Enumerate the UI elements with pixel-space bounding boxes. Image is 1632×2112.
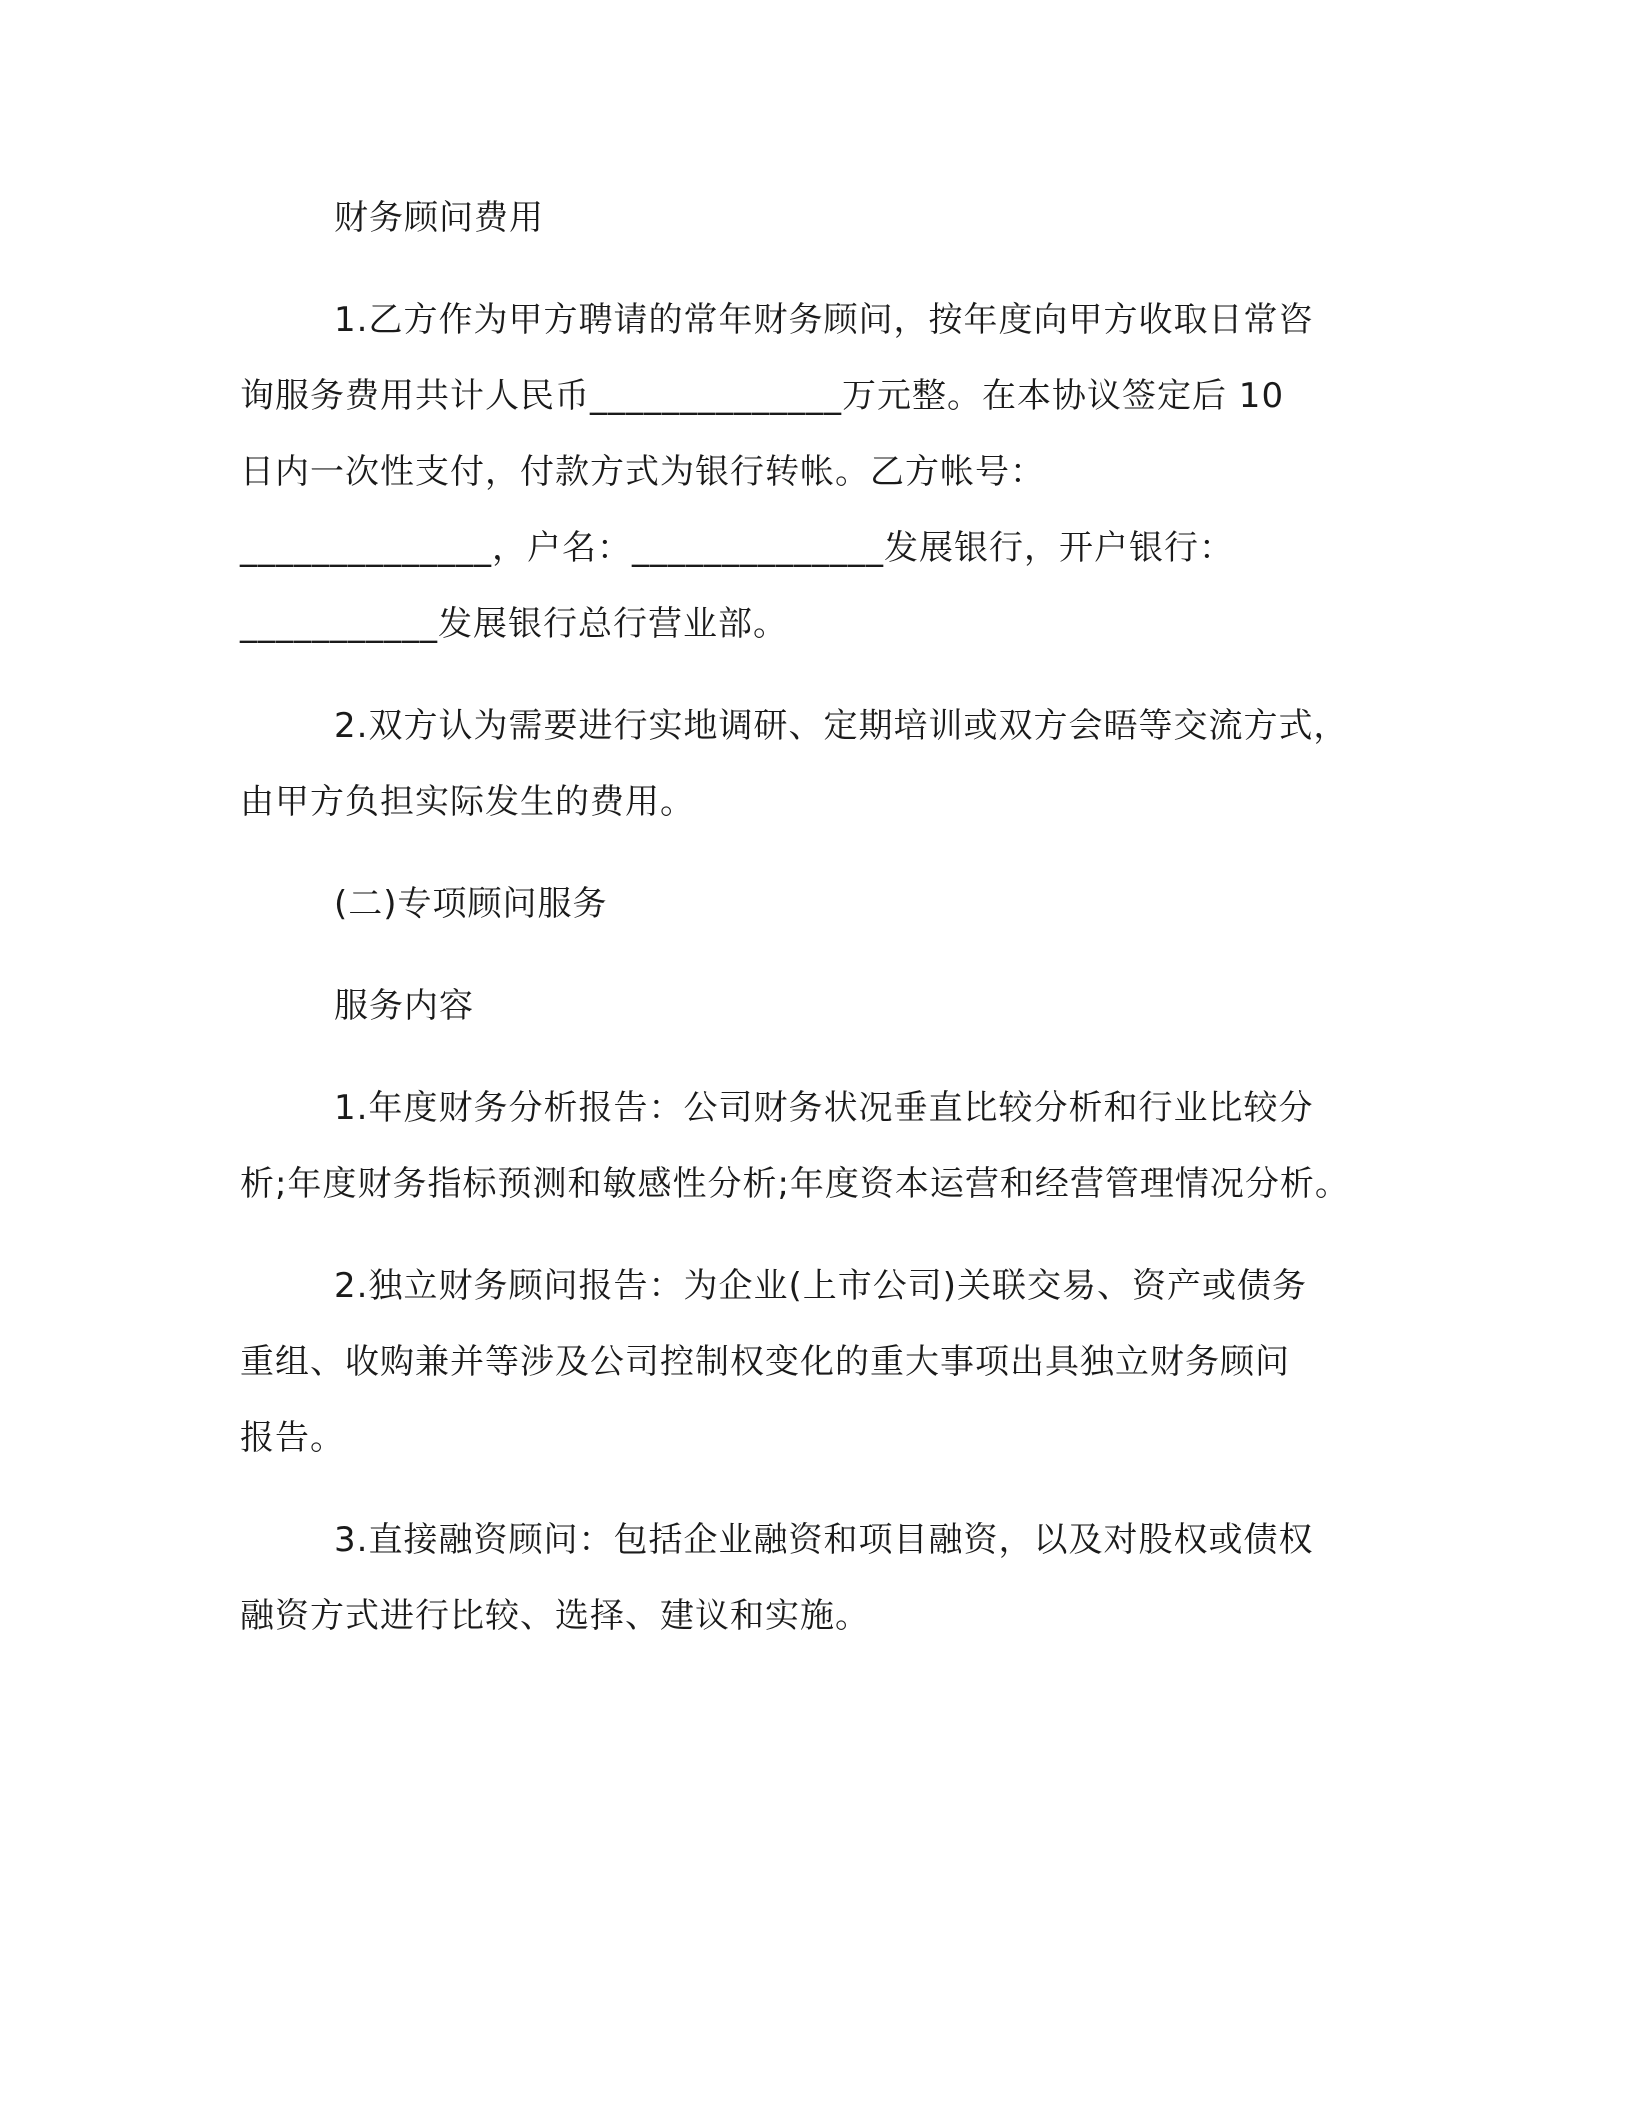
item-1-line-2: 析;年度财务指标预测和敏感性分析;年度资本运营和经营管理情况分析。 [240, 1164, 1350, 1204]
item-3-line-1: 3.直接融资顾问：包括企业融资和项目融资，以及对股权或债权 [334, 1520, 1314, 1560]
paragraph-1-line-2: 询服务费用共计人民币______________万元整。在本协议签定后 10 [240, 376, 1285, 416]
item-2-line-2: 重组、收购兼并等涉及公司控制权变化的重大事项出具独立财务顾问 [240, 1342, 1290, 1382]
section-heading-advisory-fees: 财务顾问费用 [334, 198, 544, 238]
item-1-line-1: 1.年度财务分析报告：公司财务状况垂直比较分析和行业比较分 [334, 1088, 1314, 1128]
item-3-line-2: 融资方式进行比较、选择、建议和实施。 [240, 1596, 870, 1636]
paragraph-1-line-4: ______________，户名：______________发展银行，开户银行： [240, 528, 1234, 568]
paragraph-1-line-3: 日内一次性支付，付款方式为银行转帐。乙方帐号： [240, 452, 1045, 492]
item-2-line-3: 报告。 [240, 1418, 345, 1458]
paragraph-2-line-2: 由甲方负担实际发生的费用。 [240, 782, 695, 822]
section-heading-special-advisory: (二)专项顾问服务 [334, 884, 608, 924]
paragraph-2-line-1: 2.双方认为需要进行实地调研、定期培训或双方会晤等交流方式， [334, 706, 1349, 746]
section-heading-service-content: 服务内容 [334, 986, 474, 1026]
paragraph-1-line-5: ___________发展银行总行营业部。 [240, 604, 788, 644]
paragraph-1-line-1: 1.乙方作为甲方聘请的常年财务顾问，按年度向甲方收取日常咨 [334, 300, 1314, 340]
item-2-line-1: 2.独立财务顾问报告：为企业(上市公司)关联交易、资产或债务 [334, 1266, 1307, 1306]
